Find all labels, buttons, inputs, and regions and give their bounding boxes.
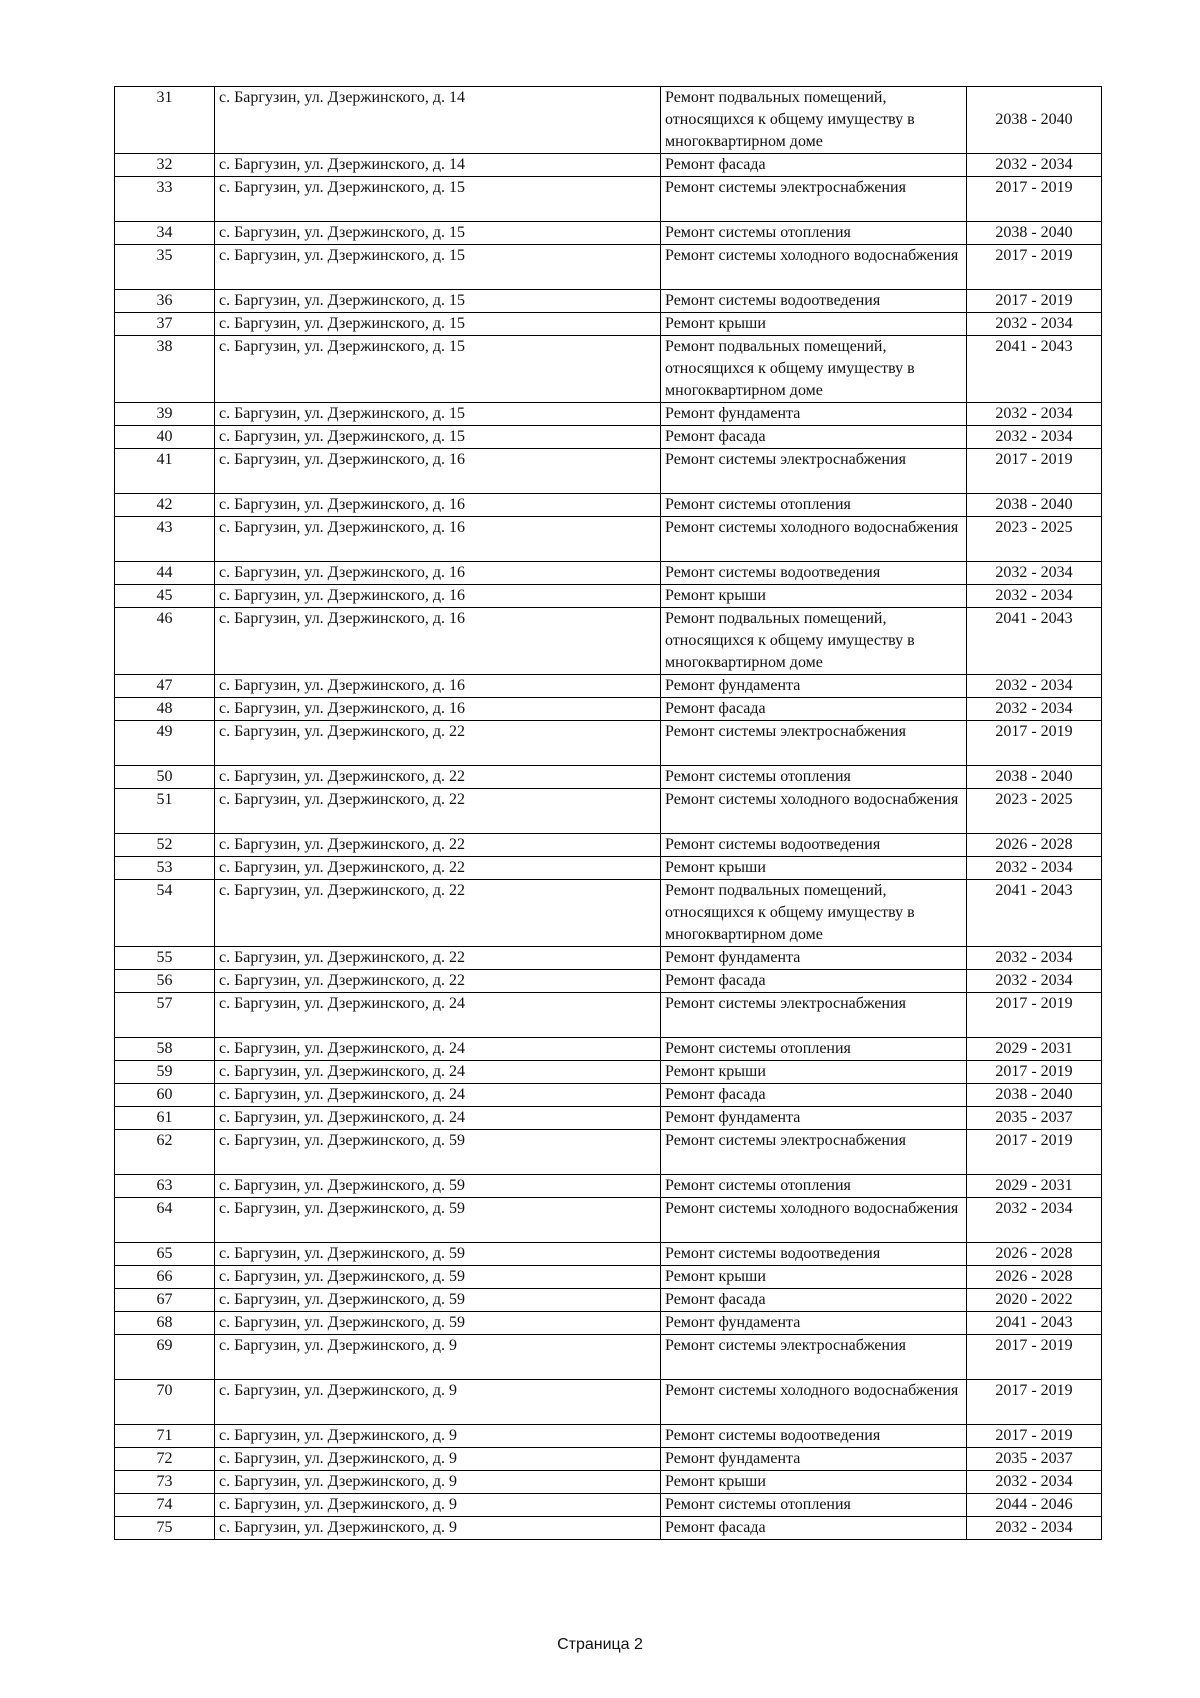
row-number-cell: 64 bbox=[115, 1198, 215, 1243]
row-number-cell: 38 bbox=[115, 336, 215, 403]
table-row bbox=[115, 1038, 1102, 1061]
row-number-cell: 63 bbox=[115, 1175, 215, 1198]
row-number-cell: 53 bbox=[115, 857, 215, 880]
period-cell: 2017 - 2019 bbox=[967, 245, 1102, 290]
row-number-cell: 66 bbox=[115, 1266, 215, 1289]
period-cell: 2041 - 2043 bbox=[967, 880, 1102, 947]
work-type-cell: Ремонт крыши bbox=[661, 585, 967, 608]
work-type-cell: Ремонт системы холодного водоснабжения bbox=[661, 245, 967, 290]
table-row bbox=[115, 721, 1102, 766]
work-type-cell: Ремонт фундамента bbox=[661, 1448, 967, 1471]
period-cell: 2020 - 2022 bbox=[967, 1289, 1102, 1312]
work-type-cell: Ремонт системы электроснабжения bbox=[661, 993, 967, 1038]
period-cell: 2041 - 2043 bbox=[967, 608, 1102, 675]
work-type-cell: Ремонт системы отопления bbox=[661, 494, 967, 517]
row-number-cell: 36 bbox=[115, 290, 215, 313]
period-cell: 2041 - 2043 bbox=[967, 1312, 1102, 1335]
work-type-cell: Ремонт системы водоотведения bbox=[661, 290, 967, 313]
address-cell: с. Баргузин, ул. Дзержинского, д. 15 bbox=[215, 313, 661, 336]
period-cell: 2017 - 2019 bbox=[967, 449, 1102, 494]
row-number-cell: 58 bbox=[115, 1038, 215, 1061]
address-cell: с. Баргузин, ул. Дзержинского, д. 22 bbox=[215, 857, 661, 880]
work-type-cell: Ремонт системы электроснабжения bbox=[661, 1335, 967, 1380]
work-type-cell: Ремонт подвальных помещений, относящихся к общему имуществу в многоквартирном доме bbox=[661, 87, 967, 154]
work-type-cell: Ремонт крыши bbox=[661, 857, 967, 880]
work-type-cell: Ремонт системы водоотведения bbox=[661, 834, 967, 857]
address-cell: с. Баргузин, ул. Дзержинского, д. 16 bbox=[215, 494, 661, 517]
row-number-cell: 35 bbox=[115, 245, 215, 290]
period-cell: 2017 - 2019 bbox=[967, 1380, 1102, 1425]
table-row bbox=[115, 880, 1102, 947]
address-cell: с. Баргузин, ул. Дзержинского, д. 24 bbox=[215, 993, 661, 1038]
address-cell: с. Баргузин, ул. Дзержинского, д. 9 bbox=[215, 1425, 661, 1448]
address-cell: с. Баргузин, ул. Дзержинского, д. 59 bbox=[215, 1312, 661, 1335]
row-number-cell: 43 bbox=[115, 517, 215, 562]
period-cell: 2038 - 2040 bbox=[967, 1084, 1102, 1107]
table-row bbox=[115, 608, 1102, 675]
address-cell: с. Баргузин, ул. Дзержинского, д. 24 bbox=[215, 1061, 661, 1084]
period-cell: 2035 - 2037 bbox=[967, 1448, 1102, 1471]
table-row bbox=[115, 154, 1102, 177]
table-row bbox=[115, 834, 1102, 857]
period-cell: 2017 - 2019 bbox=[967, 1335, 1102, 1380]
table-row bbox=[115, 766, 1102, 789]
period-cell: 2038 - 2040 bbox=[967, 222, 1102, 245]
repair-schedule-table bbox=[114, 86, 1102, 1540]
row-number-cell: 39 bbox=[115, 403, 215, 426]
table-row bbox=[115, 970, 1102, 993]
row-number-cell: 47 bbox=[115, 675, 215, 698]
address-cell: с. Баргузин, ул. Дзержинского, д. 22 bbox=[215, 947, 661, 970]
row-number-cell: 32 bbox=[115, 154, 215, 177]
row-number-cell: 56 bbox=[115, 970, 215, 993]
work-type-cell: Ремонт фасада bbox=[661, 426, 967, 449]
address-cell: с. Баргузин, ул. Дзержинского, д. 16 bbox=[215, 698, 661, 721]
period-cell: 2032 - 2034 bbox=[967, 154, 1102, 177]
table-row bbox=[115, 857, 1102, 880]
work-type-cell: Ремонт системы отопления bbox=[661, 1494, 967, 1517]
work-type-cell: Ремонт фасада bbox=[661, 698, 967, 721]
period-cell: 2032 - 2034 bbox=[967, 1517, 1102, 1540]
period-cell: 2017 - 2019 bbox=[967, 290, 1102, 313]
table-row bbox=[115, 1175, 1102, 1198]
table-row bbox=[115, 993, 1102, 1038]
table-row bbox=[115, 1198, 1102, 1243]
work-type-cell: Ремонт фундамента bbox=[661, 403, 967, 426]
address-cell: с. Баргузин, ул. Дзержинского, д. 22 bbox=[215, 880, 661, 947]
period-cell: 2041 - 2043 bbox=[967, 336, 1102, 403]
address-cell: с. Баргузин, ул. Дзержинского, д. 59 bbox=[215, 1266, 661, 1289]
row-number-cell: 51 bbox=[115, 789, 215, 834]
address-cell: с. Баргузин, ул. Дзержинского, д. 16 bbox=[215, 562, 661, 585]
work-type-cell: Ремонт фасада bbox=[661, 1289, 967, 1312]
period-cell: 2032 - 2034 bbox=[967, 947, 1102, 970]
work-type-cell: Ремонт системы холодного водоснабжения bbox=[661, 1380, 967, 1425]
row-number-cell: 71 bbox=[115, 1425, 215, 1448]
period-cell: 2023 - 2025 bbox=[967, 517, 1102, 562]
row-number-cell: 52 bbox=[115, 834, 215, 857]
work-type-cell: Ремонт системы водоотведения bbox=[661, 1425, 967, 1448]
table-row bbox=[115, 426, 1102, 449]
address-cell: с. Баргузин, ул. Дзержинского, д. 59 bbox=[215, 1175, 661, 1198]
table-row bbox=[115, 1471, 1102, 1494]
work-type-cell: Ремонт фасада bbox=[661, 154, 967, 177]
table-row bbox=[115, 1494, 1102, 1517]
address-cell: с. Баргузин, ул. Дзержинского, д. 22 bbox=[215, 834, 661, 857]
period-cell: 2032 - 2034 bbox=[967, 1471, 1102, 1494]
row-number-cell: 54 bbox=[115, 880, 215, 947]
row-number-cell: 45 bbox=[115, 585, 215, 608]
work-type-cell: Ремонт подвальных помещений, относящихся к общему имуществу в многоквартирном доме bbox=[661, 608, 967, 675]
row-number-cell: 41 bbox=[115, 449, 215, 494]
row-number-cell: 44 bbox=[115, 562, 215, 585]
address-cell: с. Баргузин, ул. Дзержинского, д. 9 bbox=[215, 1471, 661, 1494]
row-number-cell: 68 bbox=[115, 1312, 215, 1335]
period-cell: 2032 - 2034 bbox=[967, 970, 1102, 993]
row-number-cell: 69 bbox=[115, 1335, 215, 1380]
address-cell: с. Баргузин, ул. Дзержинского, д. 15 bbox=[215, 403, 661, 426]
work-type-cell: Ремонт системы электроснабжения bbox=[661, 721, 967, 766]
row-number-cell: 48 bbox=[115, 698, 215, 721]
row-number-cell: 40 bbox=[115, 426, 215, 449]
table-row bbox=[115, 494, 1102, 517]
period-cell: 2032 - 2034 bbox=[967, 1198, 1102, 1243]
period-cell: 2026 - 2028 bbox=[967, 1243, 1102, 1266]
period-cell: 2032 - 2034 bbox=[967, 403, 1102, 426]
work-type-cell: Ремонт системы отопления bbox=[661, 1175, 967, 1198]
work-type-cell: Ремонт крыши bbox=[661, 1266, 967, 1289]
work-type-cell: Ремонт системы электроснабжения bbox=[661, 449, 967, 494]
row-number-cell: 33 bbox=[115, 177, 215, 222]
period-cell: 2032 - 2034 bbox=[967, 562, 1102, 585]
period-cell: 2017 - 2019 bbox=[967, 177, 1102, 222]
row-number-cell: 55 bbox=[115, 947, 215, 970]
work-type-cell: Ремонт системы отопления bbox=[661, 222, 967, 245]
row-number-cell: 67 bbox=[115, 1289, 215, 1312]
table-row bbox=[115, 1380, 1102, 1425]
address-cell: с. Баргузин, ул. Дзержинского, д. 16 bbox=[215, 585, 661, 608]
period-cell: 2032 - 2034 bbox=[967, 585, 1102, 608]
table-row bbox=[115, 1266, 1102, 1289]
address-cell: с. Баргузин, ул. Дзержинского, д. 14 bbox=[215, 154, 661, 177]
address-cell: с. Баргузин, ул. Дзержинского, д. 22 bbox=[215, 721, 661, 766]
table-row bbox=[115, 1243, 1102, 1266]
table-row bbox=[115, 1061, 1102, 1084]
period-cell: 2017 - 2019 bbox=[967, 993, 1102, 1038]
table-body bbox=[115, 87, 1102, 1540]
row-number-cell: 49 bbox=[115, 721, 215, 766]
work-type-cell: Ремонт подвальных помещений, относящихся к общему имуществу в многоквартирном доме bbox=[661, 336, 967, 403]
table-row bbox=[115, 1084, 1102, 1107]
work-type-cell: Ремонт фундамента bbox=[661, 947, 967, 970]
period-cell: 2038 - 2040 bbox=[967, 766, 1102, 789]
address-cell: с. Баргузин, ул. Дзержинского, д. 24 bbox=[215, 1107, 661, 1130]
address-cell: с. Баргузин, ул. Дзержинского, д. 16 bbox=[215, 517, 661, 562]
row-number-cell: 70 bbox=[115, 1380, 215, 1425]
period-cell: 2023 - 2025 bbox=[967, 789, 1102, 834]
address-cell: с. Баргузин, ул. Дзержинского, д. 24 bbox=[215, 1038, 661, 1061]
table-row bbox=[115, 1517, 1102, 1540]
work-type-cell: Ремонт крыши bbox=[661, 313, 967, 336]
table-row bbox=[115, 290, 1102, 313]
work-type-cell: Ремонт фасада bbox=[661, 1517, 967, 1540]
work-type-cell: Ремонт фундамента bbox=[661, 1107, 967, 1130]
row-number-cell: 61 bbox=[115, 1107, 215, 1130]
address-cell: с. Баргузин, ул. Дзержинского, д. 59 bbox=[215, 1198, 661, 1243]
address-cell: с. Баргузин, ул. Дзержинского, д. 59 bbox=[215, 1243, 661, 1266]
address-cell: с. Баргузин, ул. Дзержинского, д. 22 bbox=[215, 970, 661, 993]
address-cell: с. Баргузин, ул. Дзержинского, д. 22 bbox=[215, 766, 661, 789]
address-cell: с. Баргузин, ул. Дзержинского, д. 9 bbox=[215, 1380, 661, 1425]
address-cell: с. Баргузин, ул. Дзержинского, д. 9 bbox=[215, 1517, 661, 1540]
page-footer bbox=[0, 1636, 1200, 1654]
table-row bbox=[115, 1107, 1102, 1130]
work-type-cell: Ремонт системы холодного водоснабжения bbox=[661, 1198, 967, 1243]
row-number-cell: 31 bbox=[115, 87, 215, 154]
address-cell: с. Баргузин, ул. Дзержинского, д. 24 bbox=[215, 1084, 661, 1107]
row-number-cell: 42 bbox=[115, 494, 215, 517]
work-type-cell: Ремонт фасада bbox=[661, 970, 967, 993]
period-cell: 2017 - 2019 bbox=[967, 1130, 1102, 1175]
row-number-cell: 46 bbox=[115, 608, 215, 675]
table-row bbox=[115, 698, 1102, 721]
address-cell: с. Баргузин, ул. Дзержинского, д. 9 bbox=[215, 1335, 661, 1380]
row-number-cell: 60 bbox=[115, 1084, 215, 1107]
table-row bbox=[115, 403, 1102, 426]
table-row bbox=[115, 947, 1102, 970]
period-cell: 2038 - 2040 bbox=[967, 494, 1102, 517]
address-cell: с. Баргузин, ул. Дзержинского, д. 15 bbox=[215, 336, 661, 403]
table-row bbox=[115, 585, 1102, 608]
address-cell: с. Баргузин, ул. Дзержинского, д. 15 bbox=[215, 177, 661, 222]
period-cell: 2032 - 2034 bbox=[967, 857, 1102, 880]
work-type-cell: Ремонт фасада bbox=[661, 1084, 967, 1107]
address-cell: с. Баргузин, ул. Дзержинского, д. 22 bbox=[215, 789, 661, 834]
row-number-cell: 75 bbox=[115, 1517, 215, 1540]
period-cell: 2032 - 2034 bbox=[967, 426, 1102, 449]
period-cell: 2032 - 2034 bbox=[967, 698, 1102, 721]
period-cell: 2035 - 2037 bbox=[967, 1107, 1102, 1130]
table-row bbox=[115, 1289, 1102, 1312]
work-type-cell: Ремонт фундамента bbox=[661, 675, 967, 698]
work-type-cell: Ремонт системы электроснабжения bbox=[661, 1130, 967, 1175]
address-cell: с. Баргузин, ул. Дзержинского, д. 15 bbox=[215, 245, 661, 290]
period-cell: 2017 - 2019 bbox=[967, 1425, 1102, 1448]
table-row bbox=[115, 449, 1102, 494]
table-row bbox=[115, 1335, 1102, 1380]
row-number-cell: 34 bbox=[115, 222, 215, 245]
table-row bbox=[115, 1312, 1102, 1335]
period-cell: 2029 - 2031 bbox=[967, 1038, 1102, 1061]
table-row bbox=[115, 336, 1102, 403]
address-cell: с. Баргузин, ул. Дзержинского, д. 14 bbox=[215, 87, 661, 154]
period-cell: 2026 - 2028 bbox=[967, 1266, 1102, 1289]
address-cell: с. Баргузин, ул. Дзержинского, д. 15 bbox=[215, 290, 661, 313]
address-cell: с. Баргузин, ул. Дзержинского, д. 9 bbox=[215, 1494, 661, 1517]
work-type-cell: Ремонт системы водоотведения bbox=[661, 562, 967, 585]
table-row bbox=[115, 789, 1102, 834]
period-cell: 2038 - 2040 bbox=[967, 87, 1102, 154]
work-type-cell: Ремонт системы холодного водоснабжения bbox=[661, 789, 967, 834]
address-cell: с. Баргузин, ул. Дзержинского, д. 59 bbox=[215, 1289, 661, 1312]
work-type-cell: Ремонт системы холодного водоснабжения bbox=[661, 517, 967, 562]
table-row bbox=[115, 313, 1102, 336]
address-cell: с. Баргузин, ул. Дзержинского, д. 16 bbox=[215, 449, 661, 494]
period-cell: 2017 - 2019 bbox=[967, 721, 1102, 766]
page-number-label: Страница 2 bbox=[557, 1636, 643, 1653]
work-type-cell: Ремонт системы отопления bbox=[661, 766, 967, 789]
table-row bbox=[115, 222, 1102, 245]
work-type-cell: Ремонт крыши bbox=[661, 1061, 967, 1084]
period-cell: 2026 - 2028 bbox=[967, 834, 1102, 857]
row-number-cell: 57 bbox=[115, 993, 215, 1038]
address-cell: с. Баргузин, ул. Дзержинского, д. 15 bbox=[215, 222, 661, 245]
row-number-cell: 62 bbox=[115, 1130, 215, 1175]
table-row bbox=[115, 87, 1102, 154]
work-type-cell: Ремонт системы водоотведения bbox=[661, 1243, 967, 1266]
row-number-cell: 74 bbox=[115, 1494, 215, 1517]
table-row bbox=[115, 1448, 1102, 1471]
address-cell: с. Баргузин, ул. Дзержинского, д. 15 bbox=[215, 426, 661, 449]
address-cell: с. Баргузин, ул. Дзержинского, д. 16 bbox=[215, 675, 661, 698]
work-type-cell: Ремонт системы отопления bbox=[661, 1038, 967, 1061]
period-cell: 2029 - 2031 bbox=[967, 1175, 1102, 1198]
period-cell: 2032 - 2034 bbox=[967, 313, 1102, 336]
row-number-cell: 65 bbox=[115, 1243, 215, 1266]
period-cell: 2032 - 2034 bbox=[967, 675, 1102, 698]
address-cell: с. Баргузин, ул. Дзержинского, д. 59 bbox=[215, 1130, 661, 1175]
row-number-cell: 59 bbox=[115, 1061, 215, 1084]
work-type-cell: Ремонт подвальных помещений, относящихся к общему имуществу в многоквартирном доме bbox=[661, 880, 967, 947]
table-row bbox=[115, 245, 1102, 290]
table-row bbox=[115, 177, 1102, 222]
address-cell: с. Баргузин, ул. Дзержинского, д. 9 bbox=[215, 1448, 661, 1471]
work-type-cell: Ремонт фундамента bbox=[661, 1312, 967, 1335]
period-cell: 2017 - 2019 bbox=[967, 1061, 1102, 1084]
table-row bbox=[115, 1130, 1102, 1175]
row-number-cell: 50 bbox=[115, 766, 215, 789]
table-row bbox=[115, 675, 1102, 698]
table-row bbox=[115, 1425, 1102, 1448]
address-cell: с. Баргузин, ул. Дзержинского, д. 16 bbox=[215, 608, 661, 675]
table-row bbox=[115, 562, 1102, 585]
table-row bbox=[115, 517, 1102, 562]
row-number-cell: 72 bbox=[115, 1448, 215, 1471]
row-number-cell: 37 bbox=[115, 313, 215, 336]
work-type-cell: Ремонт системы электроснабжения bbox=[661, 177, 967, 222]
work-type-cell: Ремонт крыши bbox=[661, 1471, 967, 1494]
period-cell: 2044 - 2046 bbox=[967, 1494, 1102, 1517]
row-number-cell: 73 bbox=[115, 1471, 215, 1494]
